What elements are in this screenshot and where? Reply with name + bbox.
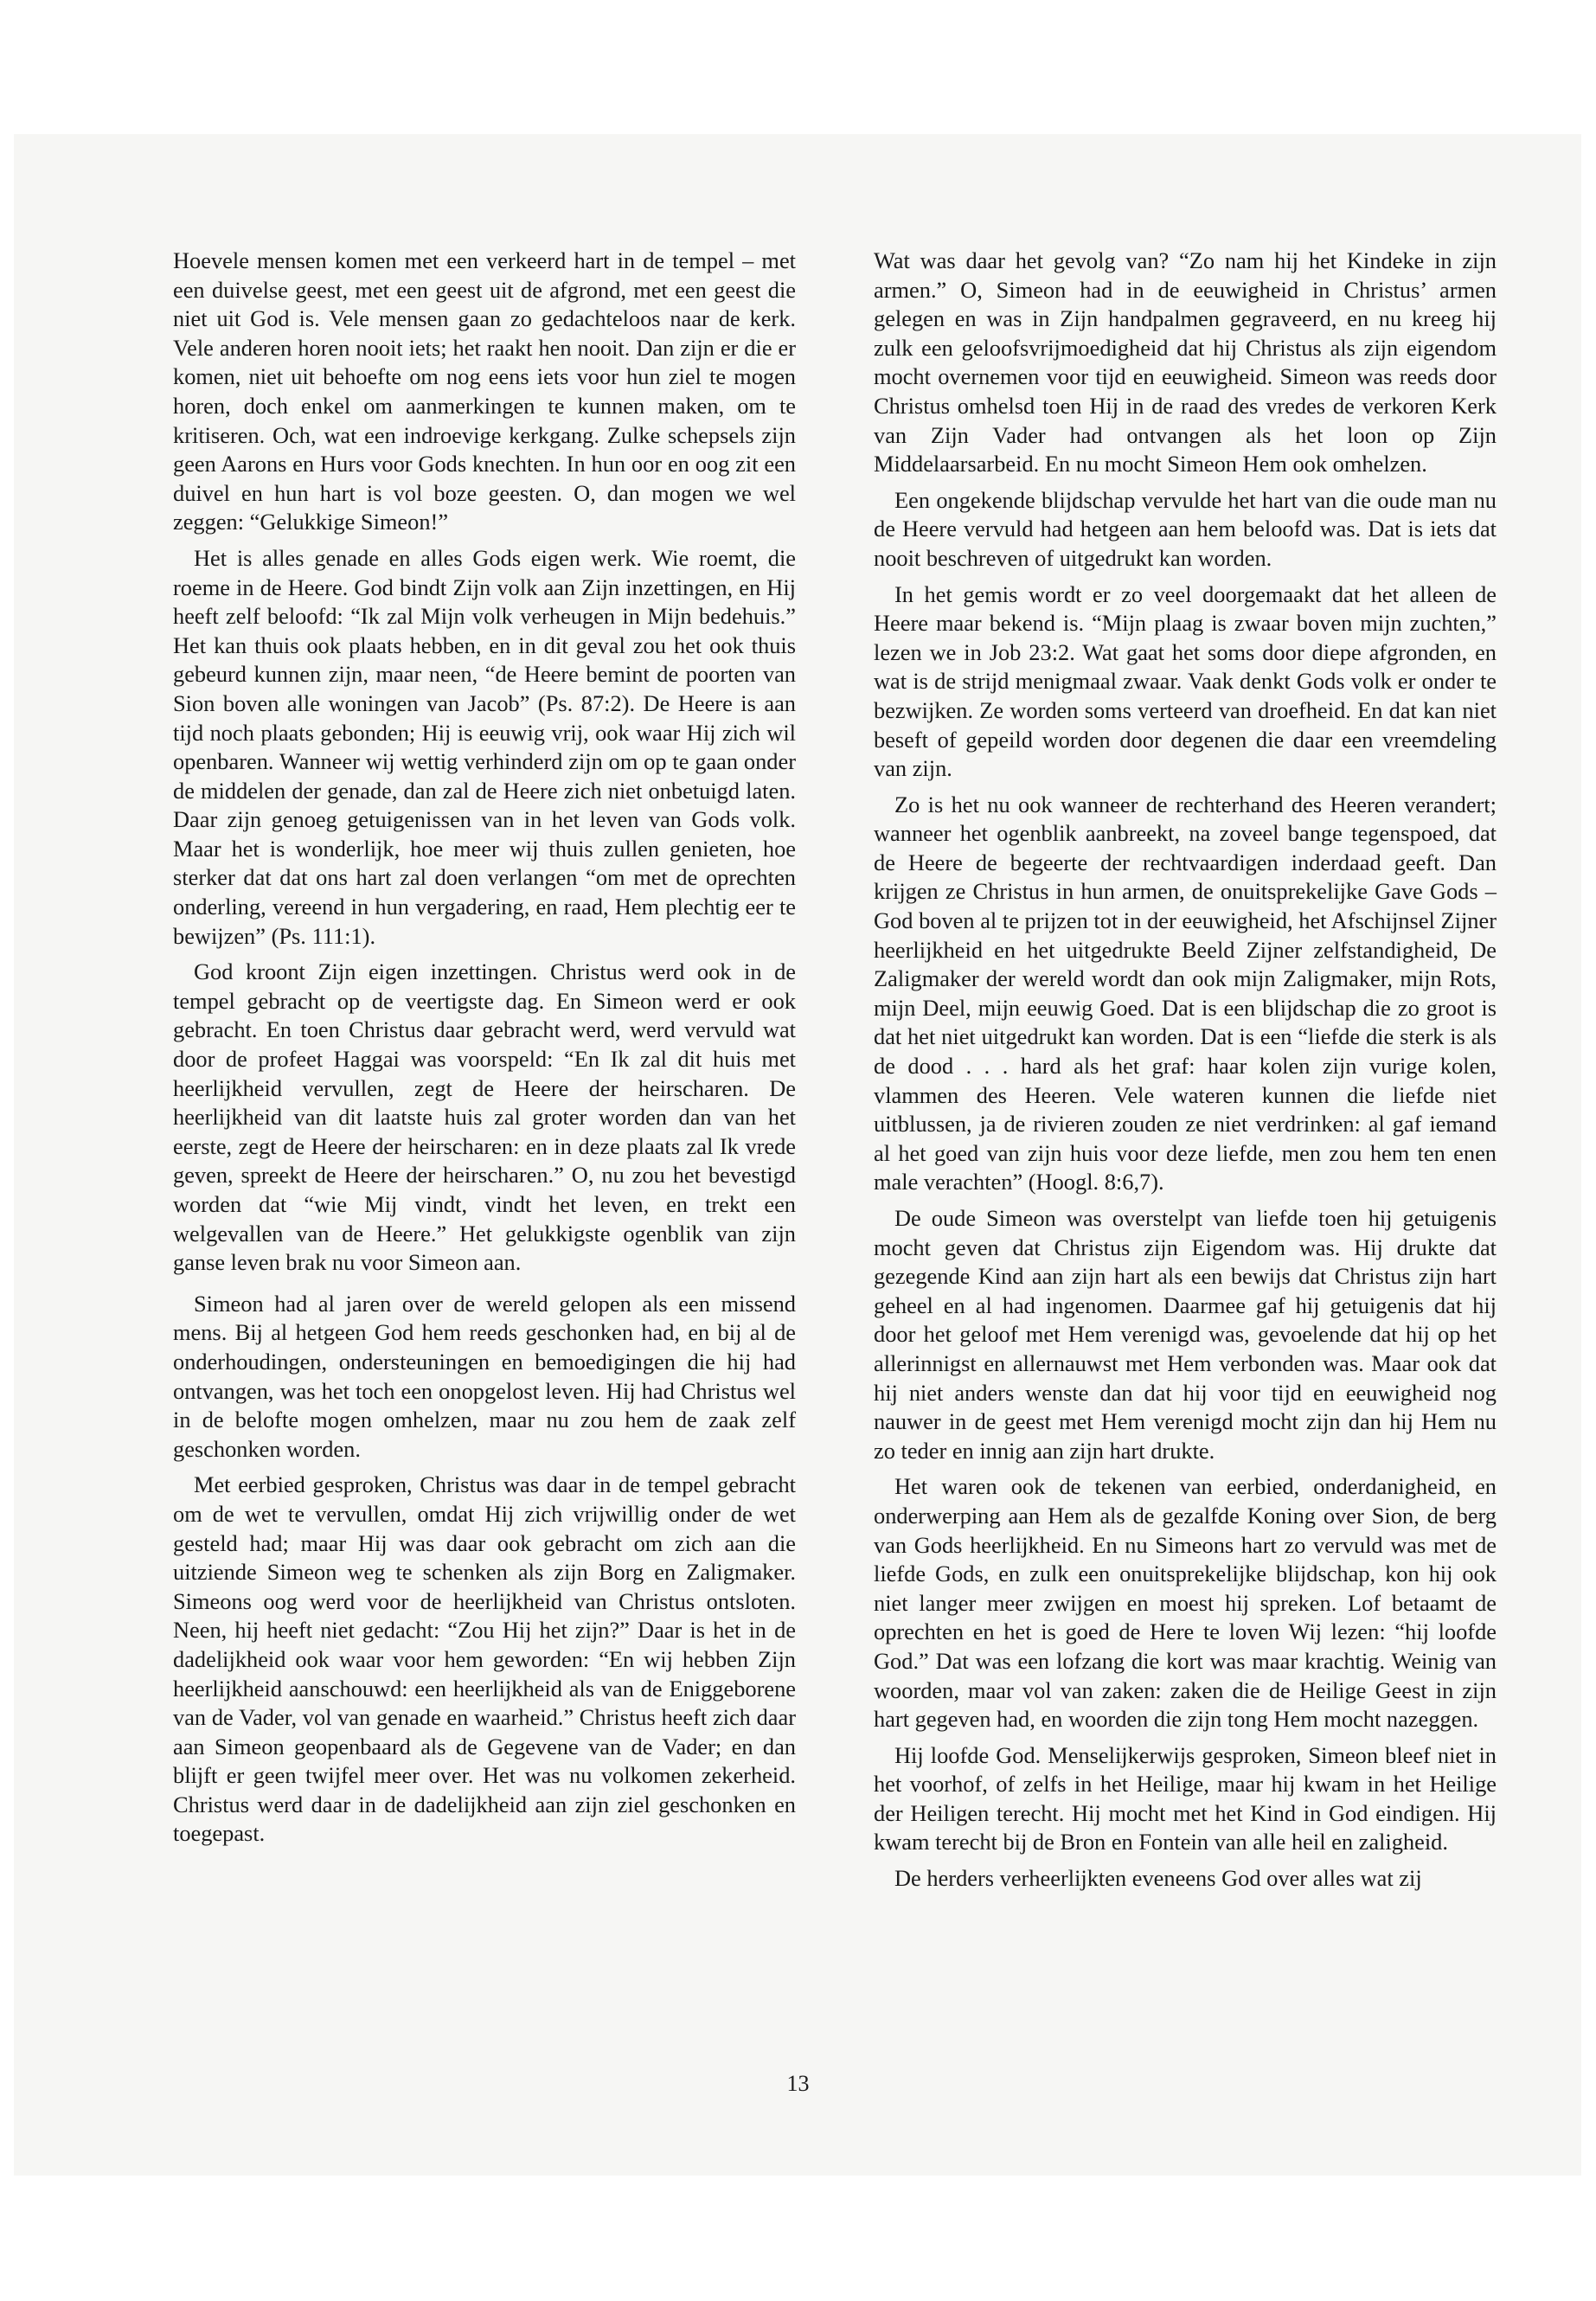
paragraph: Simeon had al jaren over de wereld gelopen als een missend mens. Bij al hetgeen God hem reeds geschonken had, en bij al de onderhoudingen, ondersteuningen en bemoedigingen die hij had ontvangen, was het toch een onopgelost leven. Hij had Christus wel in de belofte mogen omhelzen, maar nu zou hem de zaak zelf geschonken worden. bbox=[173, 1290, 796, 1462]
page-number: 13 bbox=[786, 2071, 810, 2096]
paragraph: Een ongekende blijdschap vervulde het hart van die oude man nu de Heere vervuld had hetgeen aan hem beloofd was. Dat is iets dat nooit beschreven of uitgedrukt kan worden. bbox=[874, 486, 1497, 571]
paragraph: Zo is het nu ook wanneer de rechterhand des Heeren verandert; wanneer het ogenblik aanbreekt, na zoveel bange tegenspoed, dat de Heere de begeerte der rechtvaardigen inderdaad geeft. Dan krijgen ze Christus in hun armen, de onuitsprekelijke Gave Gods – God boven al te prijzen tot in der eeuwigheid, het Afschijnsel Zijner heerlijkheid en het uitgedrukte Beeld Zijner zelfstandigheid, De Zaligmaker der wereld wordt dan ook mijn Zaligmaker, mijn Rots, mijn Deel, mijn eeuwig Goed. Dat is een blijdschap die zo groot is dat het niet uitgedrukt kan worden. Dat is een “liefde die sterk is als de dood . . . hard als het graf: haar kolen zijn vurige kolen, vlammen des Heeren. Vele wateren kunnen die liefde niet uitblussen, ja de rivieren zouden ze niet verdrinken: al gaf iemand al het goed van zijn huis voor deze liefde, men zou hem ten enen male verachten” (Hoogl. 8:6,7). bbox=[874, 791, 1497, 1195]
paragraph: Het waren ook de tekenen van eerbied, onderdanigheid, en onderwerping aan Hem als de gezalfde Koning over Sion, de berg van Gods heerlijkheid. En nu Simeons hart zo vervuld was met de liefde Gods, en zulk een onuitsprekelijke blijdschap, kon hij ook niet langer meer zwijgen en moest hij spreken. Lof betaamt de oprechten en het is goed de Here te loven Wij lezen: “hij loofde God.” Dat was een lofzang die kort was maar krachtig. Weinig van woorden, maar vol van zaken: zaken die de Heilige Geest in zijn hart gegeven had, en woorden die zijn tong Hem mocht nazeggen. bbox=[874, 1473, 1497, 1733]
paragraph: In het gemis wordt er zo veel doorgemaakt dat het alleen de Heere maar bekend is. “Mijn plaag is zwaar boven mijn zuchten,” lezen we in Job 23:2. Wat gaat het soms door diepe afgronden, en wat is de strijd menigmaal zwaar. Vaak denkt Gods volk er onder te bezwijken. Ze worden soms verteerd van droefheid. En dat kan niet beseft of gepeild worden door degenen die daar een vreemdeling van zijn. bbox=[874, 580, 1497, 782]
paragraph: De oude Simeon was overstelpt van liefde toen hij getuigenis mocht geven dat Christus zijn Eigendom was. Hij drukte dat gezegende Kind aan zijn hart als een bewijs dat Christus zijn hart geheel en al had ingenomen. Daarmee gaf hij getuigenis dat hij door het geloof met Hem verenigd was, gevoelende dat hij op het allerinnigst en allernauwst met Hem verbonden was. Maar ook dat hij niet anders wenste dan dat hij voor tijd en eeuwigheid nog nauwer in de geest met Hem verenigd mocht zijn dan hij Hem nu zo teder en innig aan zijn hart drukte. bbox=[874, 1205, 1497, 1464]
paragraph: Hij loofde God. Menselijkerwijs gesproken, Simeon bleef niet in het voorhof, of zelfs in het Heilige, maar hij kwam in het Heilige der Heiligen terecht. Hij mocht met het Kind in God eindigen. Hij kwam terecht bij de Bron en Fontein van alle heil en zaligheid. bbox=[874, 1741, 1497, 1856]
paragraph: God kroont Zijn eigen inzettingen. Christus werd ook in de tempel gebracht op de veertigste dag. En Simeon werd er ook gebracht. En toen Christus daar gebracht werd, werd vervuld wat door de profeet Haggai was voorspeld: “En Ik zal dit huis met heerlijkheid vervullen, zegt de Heere der heirscharen. De heerlijkheid van dit laatste huis zal groter worden dan van het eerste, zegt de Heere der heirscharen: en in deze plaats zal Ik vrede geven, spreekt de Heere der heirscharen.” O, nu zou het bevestigd worden dat “wie Mij vindt, vindt het leven, en trekt een welgevallen van de Heere.” Het gelukkigste ogenblik van zijn ganse leven brak nu voor Simeon aan. bbox=[173, 958, 796, 1276]
paragraph: Wat was daar het gevolg van? “Zo nam hij het Kindeke in zijn armen.” O, Simeon had in de eeuwigheid in Christus’ armen gelegen en was in Zijn handpalmen gegraveerd, en nu kreeg hij zulk een geloofsvrijmoedigheid dat hij Christus als zijn eigendom mocht overnemen voor tijd en eeuwigheid. Simeon was reeds door Christus omhelsd toen Hij in de raad des vredes de verkoren Kerk van Zijn Vader had ontvangen als het loon op Zijn Middelaarsarbeid. En nu mocht Simeon Hem ook omhelzen. bbox=[874, 247, 1497, 478]
right-text-column bbox=[874, 247, 1497, 1900]
paragraph: Hoevele mensen komen met een verkeerd hart in de tempel – met een duivelse geest, met een geest uit de afgrond, met een geest die niet uit God is. Vele mensen gaan zo gedachteloos naar de kerk. Vele anderen horen nooit iets; het raakt hen nooit. Dan zijn er die er komen, niet uit behoefte om nog eens iets voor hun ziel te mogen horen, doch enkel om aanmerkingen te kunnen maken, om te kritiseren. Och, wat een indroevige kerkgang. Zulke schepsels zijn geen Aarons en Hurs voor Gods knechten. In hun oor en oog zit een duivel en hun hart is vol boze geesten. O, dan mogen we wel zeggen: “Gelukkige Simeon!” bbox=[173, 247, 796, 535]
left-text-column bbox=[173, 247, 796, 1856]
paragraph: De herders verheerlijkten eveneens God over alles wat zij bbox=[894, 1865, 1422, 1892]
paragraph: Met eerbied gesproken, Christus was daar in de tempel gebracht om de wet te vervullen, omdat Hij zich vrijwillig onder de wet gesteld had; maar Hij was daar ook gebracht om zich aan die uitziende Simeon weg te schenken als zijn Borg en Zaligmaker. Simeons oog werd voor de heerlijkheid van Christus ontsloten. Neen, hij heeft niet gedacht: “Zou Hij het zijn?” Daar is het in de dadelijkheid ook waar voor hem geworden: “En wij hebben Zijn heerlijkheid aanschouwd: een heerlijkheid als van de Eniggeborene van de Vader, vol van genade en waarheid.” Christus heeft zich daar aan Simeon geopenbaard als de Gegevene van de Vader; en dan blijft er geen twijfel meer over. Het was nu volkomen zekerheid. Christus werd daar in de dadelijkheid aan zijn ziel geschonken en toegepast. bbox=[173, 1471, 796, 1847]
paragraph: Het is alles genade en alles Gods eigen werk. Wie roemt, die roeme in de Heere. God bindt Zijn volk aan Zijn inzettingen, en Hij heeft zelf beloofd: “Ik zal Mijn volk verheugen in Mijn bedehuis.” Het kan thuis ook plaats hebben, en in dit geval zou het ook thuis gebeurd kunnen zijn, maar neen, “de Heere bemint de poorten van Sion boven alle woningen van Jacob” (Ps. 87:2). De Heere is aan tijd noch plaats gebonden; Hij is eeuwig vrij, ook waar Hij zich wil openbaren. Wanneer wij wettig verhinderd zijn om op te gaan onder de middelen der genade, dan zal de Heere zich niet onbetuigd laten. Daar zijn genoeg getuigenissen van in het leven van Gods volk. Maar het is wonderlijk, hoe meer wij thuis zullen genieten, hoe sterker dat dat ons hart zal doen verlangen “om met de oprechten onderling, vereend in hun vergadering, en raad, Hem plechtig eer te bewijzen” (Ps. 111:1). bbox=[173, 544, 796, 949]
